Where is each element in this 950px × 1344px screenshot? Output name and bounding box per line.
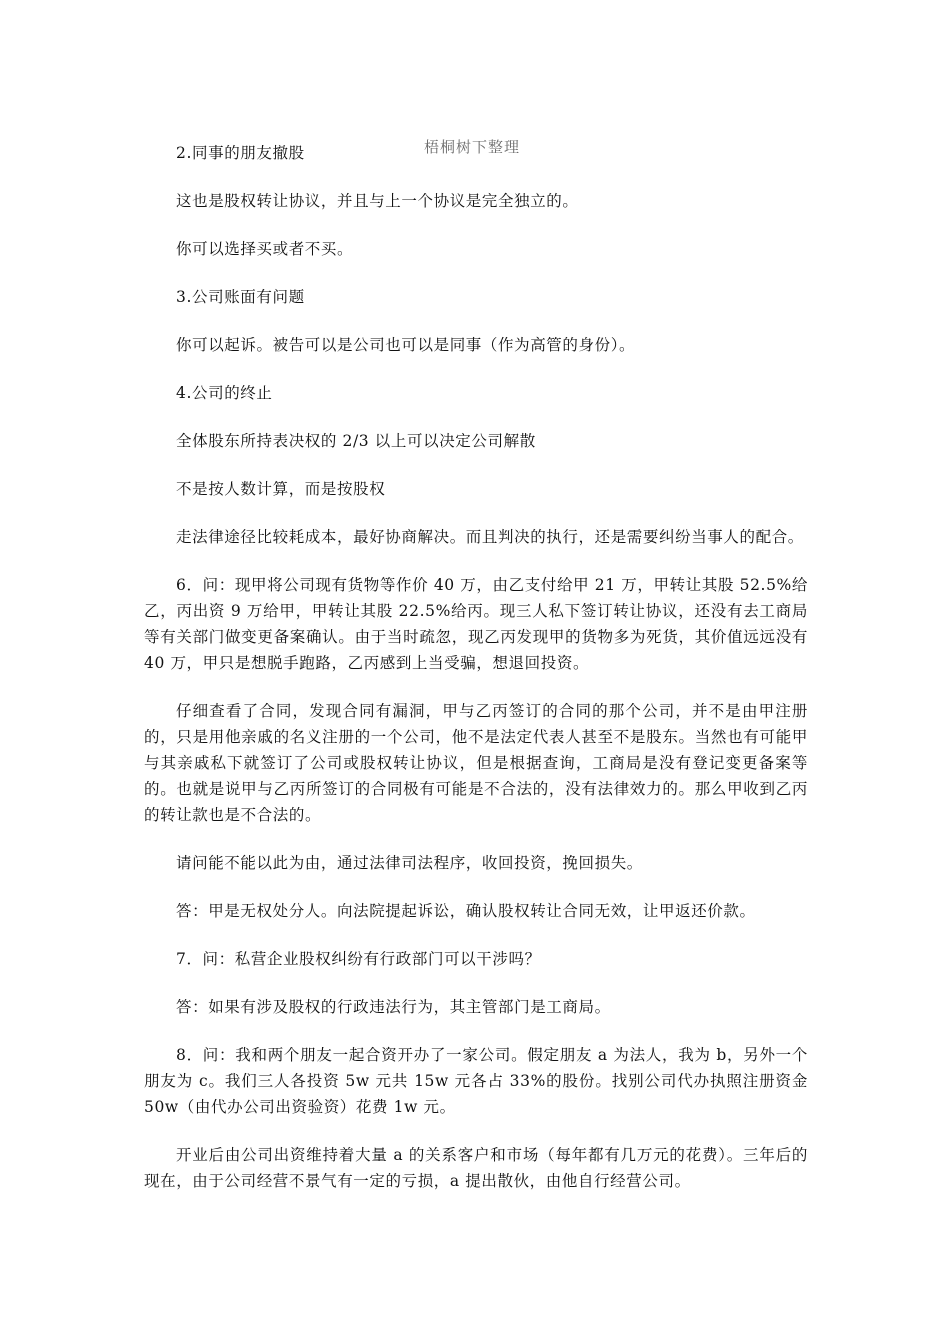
question-7: 7．问：私营企业股权纠纷有行政部门可以干涉吗？ (176, 950, 541, 968)
document-body (144, 140, 808, 1216)
paragraph: 你可以起诉。被告可以是公司也可以是同事（作为高管的身份）。 (176, 336, 636, 354)
question-6: 6．问：现甲将公司现有货物等作价 40 万，由乙支付给甲 21 万，甲转让其股 52.5%给乙，丙出资 9 万给甲，甲转让其股 22.5%给丙。现三人私下签订转让协议，还没有去工商局等有关部门做变更备案确认。由于当时疏忽，现乙丙发现甲的货物多为死货，其价值远远没有 40 万，甲只是想脱手跑路，乙丙感到上当受骗，想退回投资。 (144, 576, 808, 672)
heading-company-termination: 4.公司的终止 (176, 384, 273, 402)
heading-colleague-friend-withdraw: 2.同事的朋友撤股 (176, 144, 305, 162)
paragraph: 请问能不能以此为由，通过法律司法程序，收回投资，挽回损失。 (176, 854, 643, 872)
answer-6: 答：甲是无权处分人。向法院提起诉讼，确认股权转让合同无效，让甲返还价款。 (176, 902, 756, 920)
heading-accounts-problem: 3.公司账面有问题 (176, 288, 305, 306)
paragraph: 仔细查看了合同，发现合同有漏洞，甲与乙丙签订的合同的那个公司，并不是由甲注册的，只是用他亲戚的名义注册的一个公司，他不是法定代表人甚至不是股东。当然也有可能甲与其亲戚私下就签订了公司或股权转让协议，但是根据查询，工商局是没有登记变更备案等的。也就是说甲与乙丙所签订的合同极有可能是不合法的，没有法律效力的。那么甲收到乙丙的转让款也是不合法的。 (144, 702, 808, 824)
paragraph: 你可以选择买或者不买。 (176, 240, 354, 258)
question-8: 8．问：我和两个朋友一起合资开办了一家公司。假定朋友 a 为法人，我为 b，另外一个朋友为 c。我们三人各投资 5w 元共 15w 元各占 33%的股份。找别公司代办执照注册资金 50w（由代办公司出资验资）花费 1w 元。 (144, 1046, 808, 1116)
paragraph: 这也是股权转让协议，并且与上一个协议是完全独立的。 (176, 192, 579, 210)
paragraph: 开业后由公司出资维持着大量 a 的关系客户和市场（每年都有几万元的花费）。三年后的现在，由于公司经营不景气有一定的亏损，a 提出散伙，由他自行经营公司。 (144, 1146, 808, 1190)
paragraph: 全体股东所持表决权的 2/3 以上可以决定公司解散 (176, 432, 536, 450)
watermark: 梧桐树下整理 (424, 138, 521, 156)
answer-7: 答：如果有涉及股权的行政违法行为，其主管部门是工商局。 (176, 998, 611, 1016)
paragraph: 不是按人数计算，而是按股权 (176, 480, 386, 498)
paragraph: 走法律途径比较耗成本，最好协商解决。而且判决的执行，还是需要纠纷当事人的配合。 (176, 528, 804, 546)
